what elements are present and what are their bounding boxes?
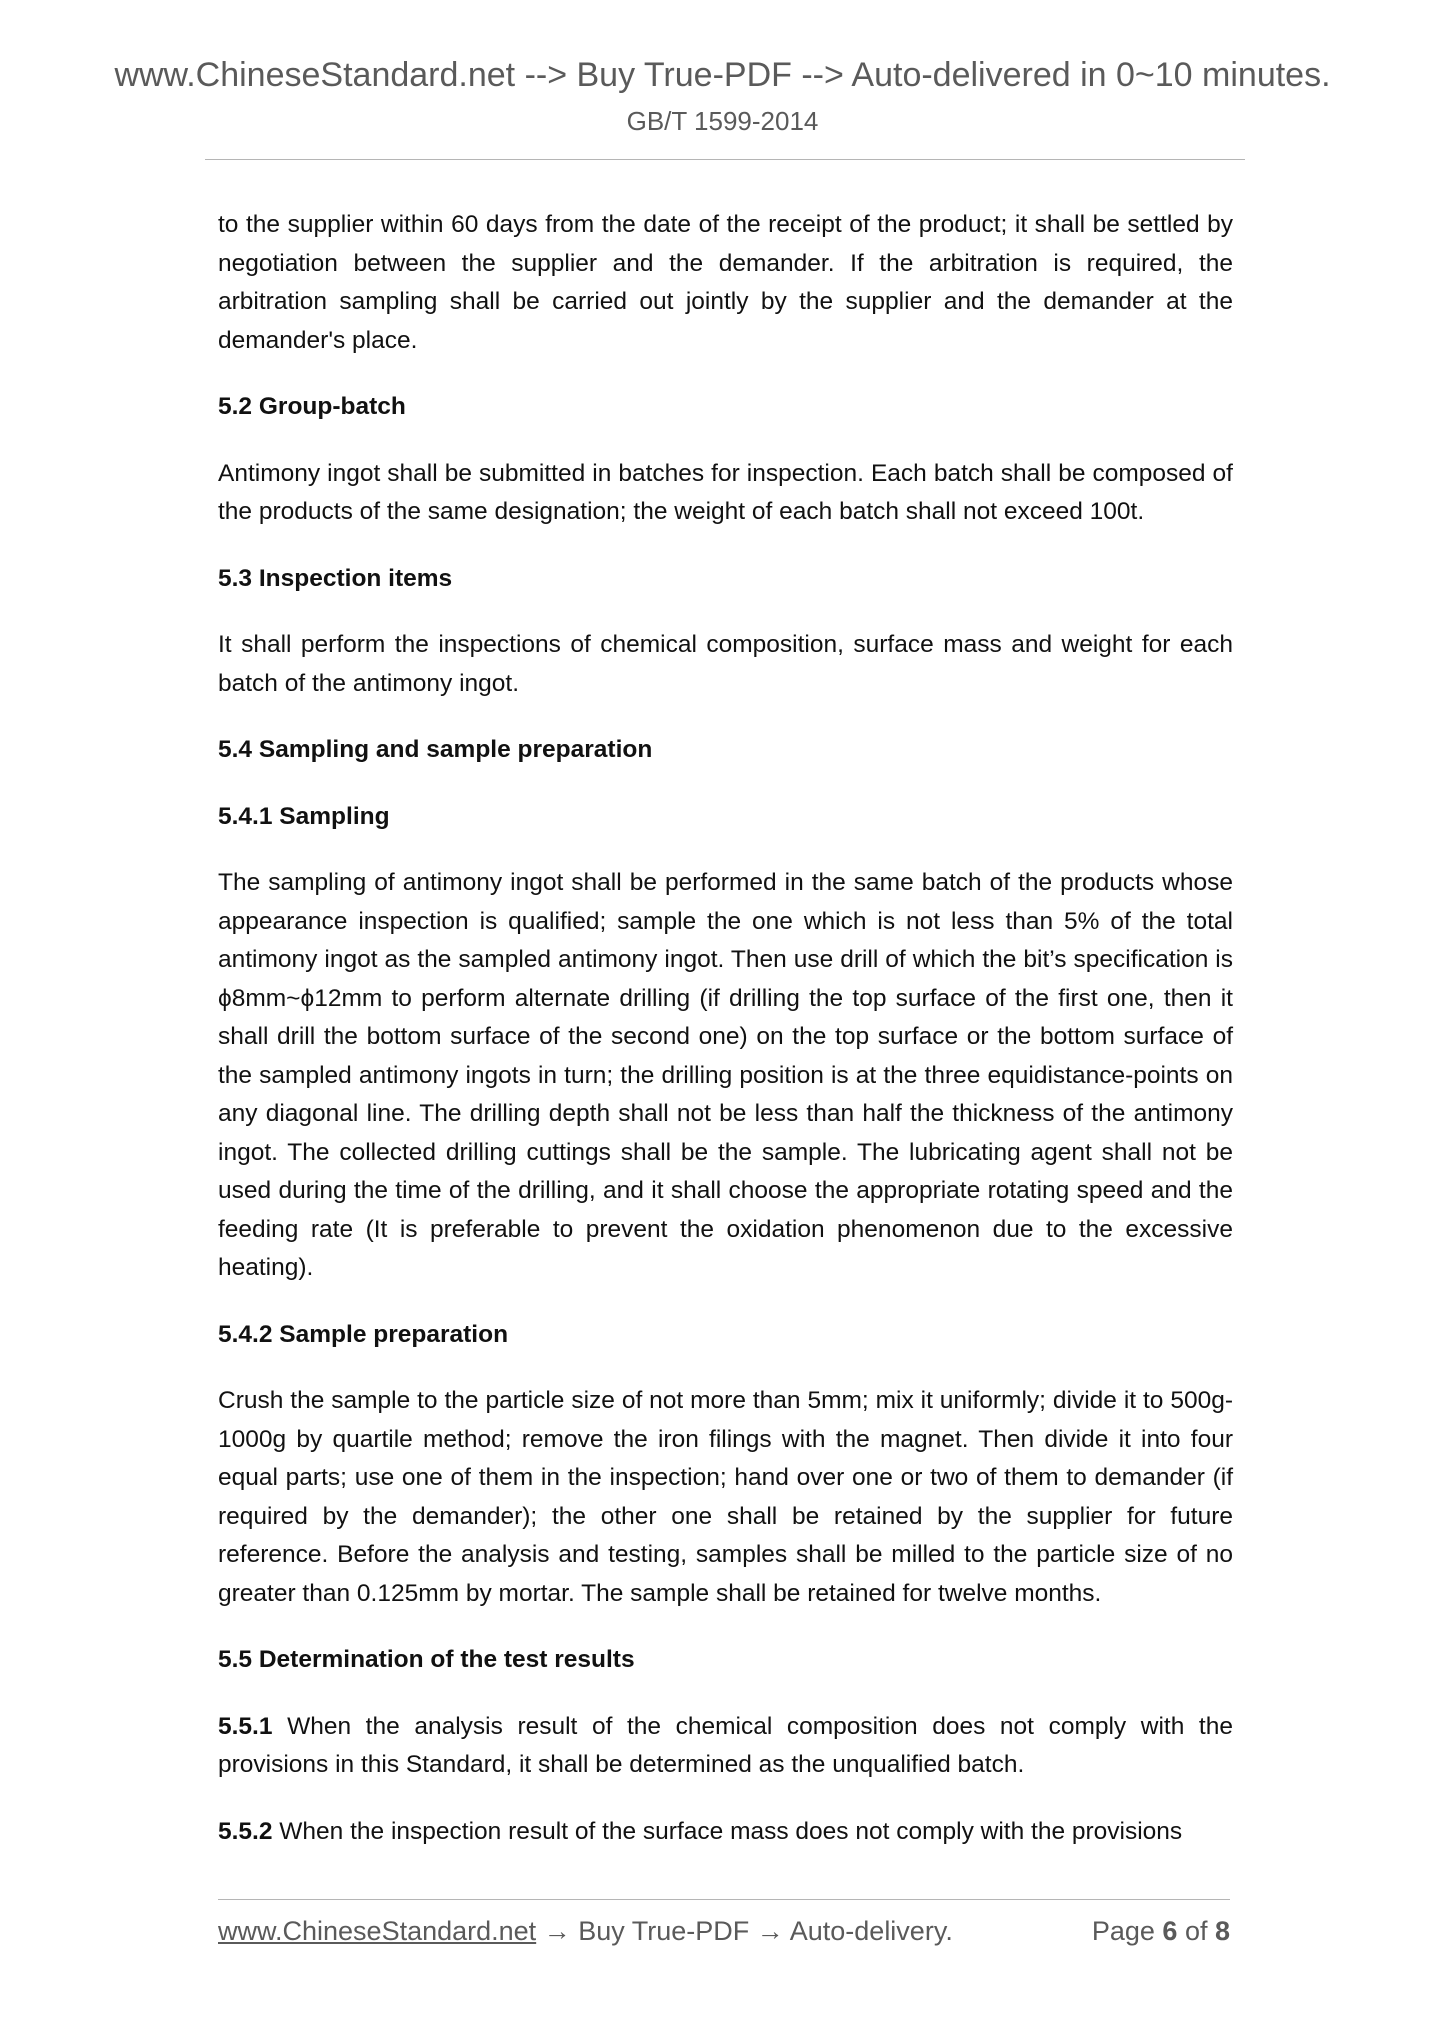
paragraph-continued: to the supplier within 60 days from the date of the receipt of the product; it shall be settled by negotiation between the supplier and the demander. If the arbitration is required, the arbitration sampling shall be carried out jointly by the supplier and the demander at the demander's place. <box>218 211 1233 354</box>
heading-5-5: 5.5 Determination of the test results <box>218 1646 635 1673</box>
clause-text-5-5-2: When the inspection result of the surface mass does not comply with the provisions <box>272 1817 1183 1845</box>
header-banner: www.ChineseStandard.net --> Buy True-PDF --> Auto-delivered in 0~10 minutes. <box>114 56 1331 94</box>
page-of-label: of <box>1177 1916 1215 1946</box>
footer-site-link[interactable]: www.ChineseStandard.net <box>218 1916 537 1946</box>
page-label: Page <box>1091 1916 1163 1946</box>
paragraph-5-5-2 <box>218 1813 1233 1852</box>
page-current: 6 <box>1162 1916 1178 1946</box>
paragraph-5-4-1: The sampling of antimony ingot shall be performed in the same batch of the products whose appearance inspection is qualified; sample the one which is not less than 5% of the total antimony ingot as the sampled antimony ingot. Then use drill of which the bit’s specification is ϕ8mm~ϕ12mm to perform alternate drilling (if drilling the top surface of the first one, then it shall drill the bottom surface of the second one) on the top surface or the bottom surface of the sampled antimony ingots in turn; the drilling position is at the three equidistance-points on any diagonal line. The drilling depth shall not be less than half the thickness of the antimony ingot. The collected drilling cuttings shall be the sample. The lubricating agent shall not be used during the time of the drilling, and it shall choose the appropriate rotating speed and the feeding rate (It is preferable to prevent the oxidation phenomenon due to the excessive heating). <box>218 869 1233 1281</box>
heading-5-3: 5.3 Inspection items <box>218 564 453 592</box>
page-indicator <box>1092 1916 1230 1947</box>
footer-divider <box>218 1899 1230 1900</box>
header-divider <box>205 159 1245 160</box>
paragraph-5-5-1 <box>218 1708 1233 1785</box>
page-total: 8 <box>1214 1916 1230 1946</box>
footer-promo <box>218 1916 953 1947</box>
heading-5-4-1: 5.4.1 Sampling <box>218 802 390 830</box>
clause-text-5-5-1: When the analysis result of the chemical composition does not comply with the provisions in this Standard, it shall be determined as the unqualified batch. <box>218 1712 1233 1778</box>
paragraph-5-2: Antimony ingot shall be submitted in batches for inspection. Each batch shall be composed of the products of the same designation; the weight of each batch shall not exceed 100t. <box>218 459 1233 525</box>
clause-number-5-5-1: 5.5.1 <box>218 1712 273 1740</box>
paragraph-5-3: It shall perform the inspections of chemical composition, surface mass and weight for each batch of the antimony ingot. <box>218 631 1233 697</box>
heading-5-4-2: 5.4.2 Sample preparation <box>218 1320 509 1348</box>
document-body <box>218 206 1233 1879</box>
heading-5-2: 5.2 Group-batch <box>218 393 406 420</box>
heading-5-4: 5.4 Sampling and sample preparation <box>218 736 653 763</box>
clause-number-5-5-2: 5.5.2 <box>218 1817 273 1845</box>
standard-code: GB/T 1599-2014 <box>626 106 819 136</box>
footer-promo-text: → Buy True-PDF → Auto-delivery. <box>536 1916 953 1946</box>
paragraph-5-4-2: Crush the sample to the particle size of not more than 5mm; mix it uniformly; divide it to 500g-1000g by quartile method; remove the iron filings with the magnet. Then divide it into four equal parts; use one of them in the inspection; hand over one or two of them to demander (if required by the demander); the other one shall be retained by the supplier for future reference. Before the analysis and testing, samples shall be milled to the particle size of no greater than 0.125mm by mortar. The sample shall be retained for twelve months. <box>218 1387 1233 1607</box>
footer <box>218 1916 1230 1956</box>
